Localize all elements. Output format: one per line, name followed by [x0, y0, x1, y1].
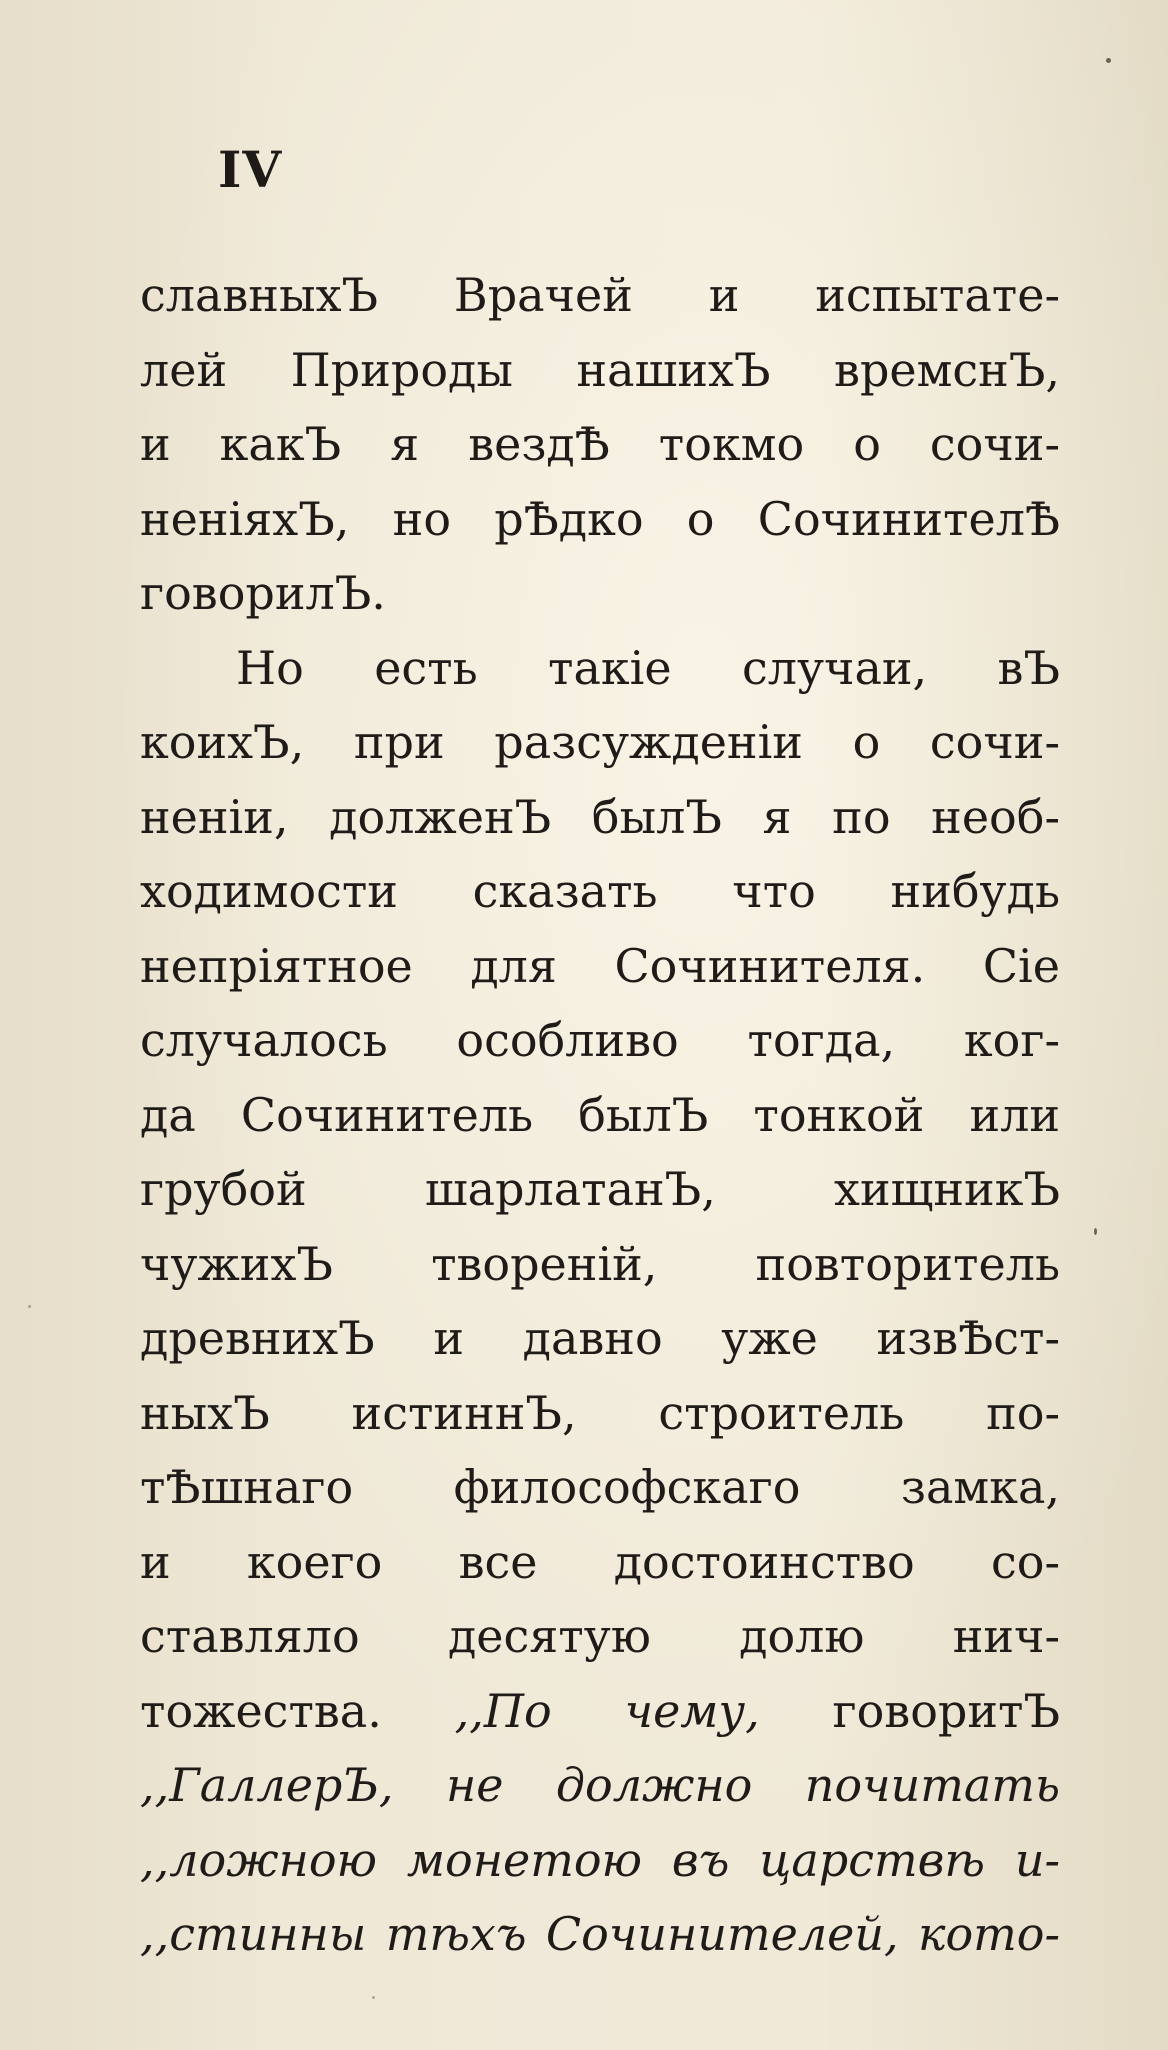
line-text: неніи, долженЪ былЪ я по необ- [140, 789, 1060, 844]
line-text: лей Природы нашихЪ времснЪ, [140, 342, 1060, 397]
italic-quote-text: ,,ложною монетою въ царствѣ и- [140, 1832, 1060, 1887]
text-line [140, 1376, 1060, 1451]
line-text: говоритЪ [759, 1683, 1060, 1738]
ink-speck [28, 1305, 31, 1308]
text-line [140, 1078, 1060, 1153]
line-text: неніяхЪ, но рѢдко о СочинителѢ [140, 491, 1060, 546]
line-text: ходимости сказать что нибудь [140, 864, 1060, 918]
line-text: коихЪ, при разсужденіи о сочи- [140, 715, 1060, 769]
page-number: IV [218, 140, 283, 199]
body-text [140, 258, 1060, 1972]
line-text: древнихЪ и давно уже извѢст- [140, 1311, 1060, 1365]
text-line [140, 407, 1060, 482]
italic-quote-text: ,,стинны тѣхъ Сочинителей, кото- [140, 1907, 1060, 1961]
line-text: славныхЪ Врачей и испытате- [140, 268, 1060, 322]
text-line [140, 631, 1060, 706]
text-line [140, 1897, 1060, 1972]
line-text: говорилЪ. [140, 566, 386, 620]
text-line [140, 780, 1060, 855]
text-line [140, 929, 1060, 1004]
line-text: тѢшнаго философскаго замка, [140, 1460, 1060, 1514]
italic-quote-text: ,,По чему, [454, 1683, 760, 1738]
line-text: грубой шарлатанЪ, хищникЪ [140, 1162, 1060, 1216]
text-line [140, 854, 1060, 929]
line-text: тожества. [140, 1683, 455, 1738]
line-text: и коего все достоинство со- [140, 1534, 1060, 1589]
line-text: и какЪ я вездѢ токмо о сочи- [140, 417, 1060, 471]
text-line [140, 705, 1060, 780]
text-line [140, 1450, 1060, 1525]
text-line [140, 1152, 1060, 1227]
text-line [140, 258, 1060, 333]
ink-speck [1106, 58, 1111, 63]
text-line [140, 1599, 1060, 1674]
text-line [140, 1674, 1060, 1749]
text-line [140, 482, 1060, 557]
text-line [140, 1525, 1060, 1600]
ink-speck [372, 1996, 375, 1999]
line-text: чужихЪ твореній, повторитель [140, 1236, 1060, 1291]
text-line [140, 1003, 1060, 1078]
text-line [140, 1227, 1060, 1302]
text-line [140, 1748, 1060, 1823]
text-line [140, 1823, 1060, 1898]
line-text: непріятное для Сочинителя. Сіе [140, 938, 1060, 993]
text-line [140, 556, 1060, 631]
italic-quote-text: ,,ГаллерЪ, не должно почитать [140, 1758, 1060, 1812]
text-line [140, 1301, 1060, 1376]
text-line [140, 333, 1060, 408]
line-text: да Сочинитель былЪ тонкой или [140, 1087, 1060, 1142]
line-text: ныхЪ истиннЪ, строитель по- [140, 1385, 1060, 1440]
ink-speck [1094, 1228, 1097, 1235]
line-text: ставляло десятую долю нич- [140, 1609, 1060, 1663]
line-text: случалось особливо тогда, ког- [140, 1013, 1060, 1067]
line-text: Но есть такіе случаи, вЪ [236, 640, 1060, 695]
